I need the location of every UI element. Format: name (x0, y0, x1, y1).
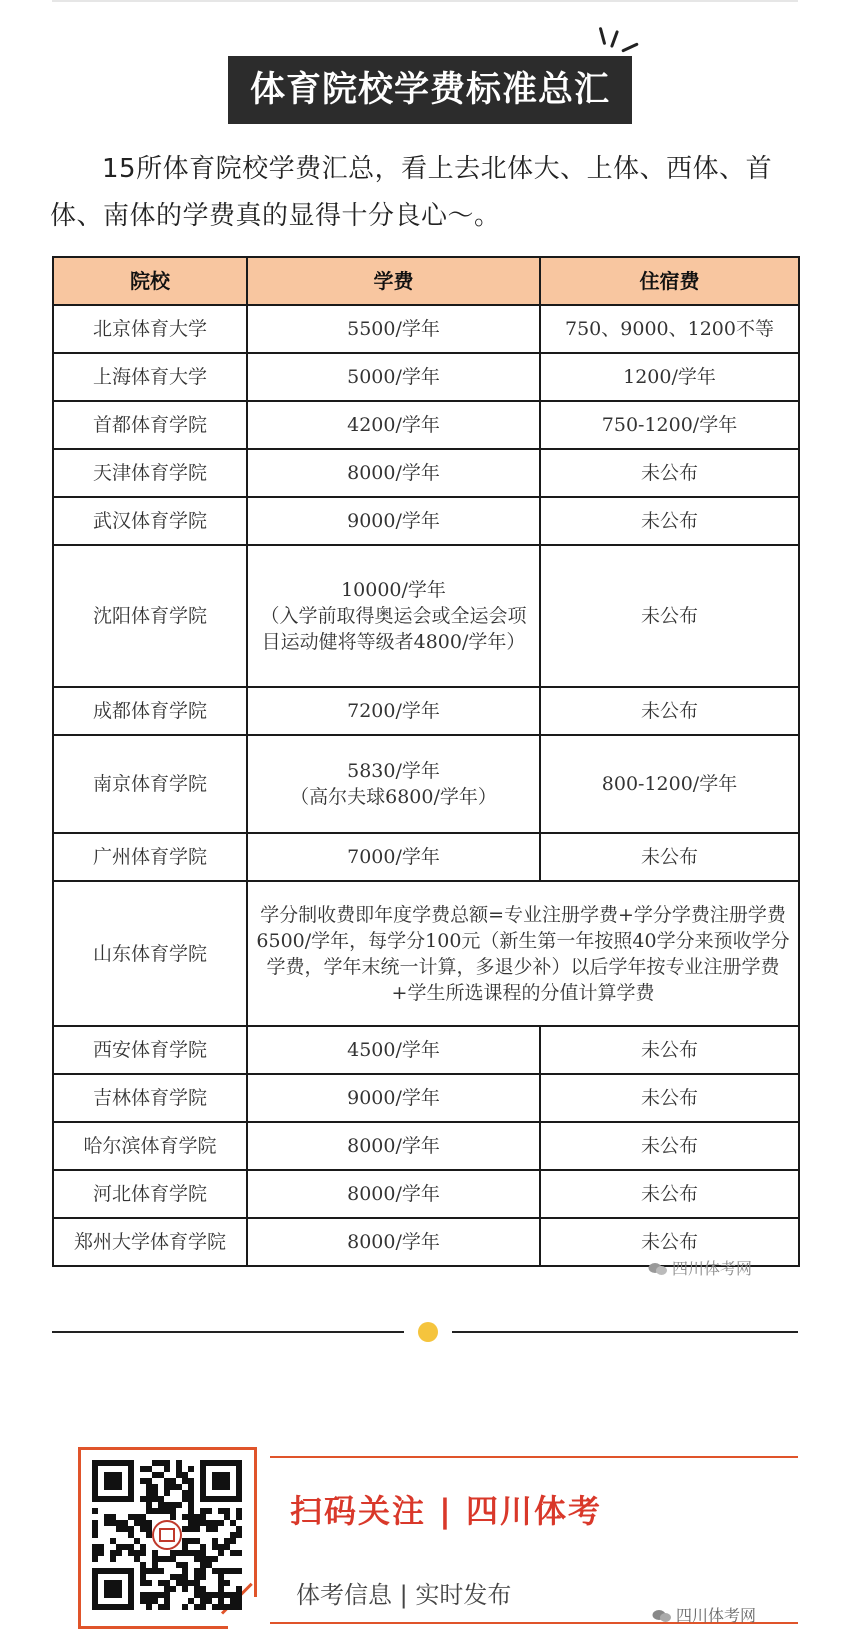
tuition-cell: 7000/学年 (247, 833, 540, 881)
table-row (53, 353, 799, 401)
table-row (53, 1074, 799, 1122)
school-cell: 北京体育大学 (53, 305, 247, 353)
table-header-row (53, 257, 799, 305)
page-title: 体育院校学费标准总汇 (228, 56, 632, 124)
table-row (53, 1026, 799, 1074)
school-cell: 郑州大学体育学院 (53, 1218, 247, 1266)
divider-dot (418, 1322, 438, 1342)
tuition-cell: 8000/学年 (247, 1122, 540, 1170)
table-row (53, 735, 799, 833)
qr-frame (254, 1447, 257, 1597)
school-cell: 上海体育大学 (53, 353, 247, 401)
header-lodging: 住宿费 (540, 257, 799, 305)
school-cell: 天津体育学院 (53, 449, 247, 497)
table-row (53, 545, 799, 687)
top-divider (52, 0, 798, 2)
qr-frame (78, 1626, 228, 1629)
school-cell: 武汉体育学院 (53, 497, 247, 545)
school-cell: 吉林体育学院 (53, 1074, 247, 1122)
tuition-cell: 8000/学年 (247, 449, 540, 497)
footer-watermark (652, 1603, 756, 1626)
footer-subline: 体考信息 | 实时发布 (296, 1581, 512, 1609)
footer-rule (270, 1456, 798, 1458)
watermark (648, 1256, 752, 1279)
lodging-cell: 未公布 (540, 1218, 799, 1266)
tuition-cell: 5500/学年 (247, 305, 540, 353)
school-cell: 哈尔滨体育学院 (53, 1122, 247, 1170)
lodging-cell: 未公布 (540, 497, 799, 545)
lodging-cell: 未公布 (540, 687, 799, 735)
lodging-cell: 750-1200/学年 (540, 401, 799, 449)
spark-decoration (599, 27, 607, 45)
tuition-cell: 9000/学年 (247, 1074, 540, 1122)
lodging-cell: 未公布 (540, 1170, 799, 1218)
table-row (53, 449, 799, 497)
tuition-cell: 4500/学年 (247, 1026, 540, 1074)
table-row (53, 401, 799, 449)
tuition-cell: 5830/学年 （高尔夫球6800/学年） (247, 735, 540, 833)
table-row (53, 305, 799, 353)
lodging-cell: 未公布 (540, 1026, 799, 1074)
tuition-cell: 4200/学年 (247, 401, 540, 449)
wechat-icon (648, 1262, 668, 1276)
lodging-cell: 未公布 (540, 449, 799, 497)
fee-table (52, 256, 800, 1267)
tuition-cell: 学分制收费即年度学费总额=专业注册学费+学分学费注册学费6500/学年，每学分100元（新生第一年按照40学分来预收学分学费，学年末统一计算，多退少补）以后学年按专业注册学费+学生所选课程的分值计算学费 (247, 881, 799, 1026)
table-row (53, 497, 799, 545)
school-cell: 成都体育学院 (53, 687, 247, 735)
title-block (0, 56, 860, 124)
school-cell: 沈阳体育学院 (53, 545, 247, 687)
school-cell: 山东体育学院 (53, 881, 247, 1026)
tuition-cell: 8000/学年 (247, 1170, 540, 1218)
watermark-text: 四川体考网 (672, 1259, 753, 1278)
lodging-cell: 800-1200/学年 (540, 735, 799, 833)
tuition-cell: 9000/学年 (247, 497, 540, 545)
qr-code[interactable] (92, 1460, 242, 1610)
header-school: 院校 (53, 257, 247, 305)
lodging-cell: 1200/学年 (540, 353, 799, 401)
lodging-cell: 750、9000、1200不等 (540, 305, 799, 353)
school-cell: 河北体育学院 (53, 1170, 247, 1218)
tuition-cell: 5000/学年 (247, 353, 540, 401)
spark-decoration (621, 42, 639, 52)
school-cell: 广州体育学院 (53, 833, 247, 881)
tuition-cell: 8000/学年 (247, 1218, 540, 1266)
footer-headline: 扫码关注 | 四川体考 (290, 1492, 602, 1530)
table-row (53, 833, 799, 881)
lodging-cell: 未公布 (540, 1074, 799, 1122)
school-cell: 西安体育学院 (53, 1026, 247, 1074)
table-row (53, 687, 799, 735)
spark-decoration (610, 30, 619, 48)
school-cell: 南京体育学院 (53, 735, 247, 833)
table-row (53, 1170, 799, 1218)
school-cell: 首都体育学院 (53, 401, 247, 449)
lodging-cell: 未公布 (540, 1122, 799, 1170)
wechat-icon (652, 1609, 672, 1623)
tuition-cell: 7200/学年 (247, 687, 540, 735)
table-row (53, 881, 799, 1026)
tuition-cell: 10000/学年 （入学前取得奥运会或全运会项目运动健将等级者4800/学年） (247, 545, 540, 687)
intro-paragraph: 15所体育院校学费汇总，看上去北体大、上体、西体、首体、南体的学费真的显得十分良心～。 (50, 154, 773, 231)
qr-code-graphic (92, 1460, 242, 1610)
table-row (53, 1122, 799, 1170)
header-tuition: 学费 (247, 257, 540, 305)
section-divider (452, 1331, 798, 1333)
lodging-cell: 未公布 (540, 833, 799, 881)
section-divider (52, 1331, 404, 1333)
footer-watermark-text: 四川体考网 (676, 1606, 757, 1625)
lodging-cell: 未公布 (540, 545, 799, 687)
